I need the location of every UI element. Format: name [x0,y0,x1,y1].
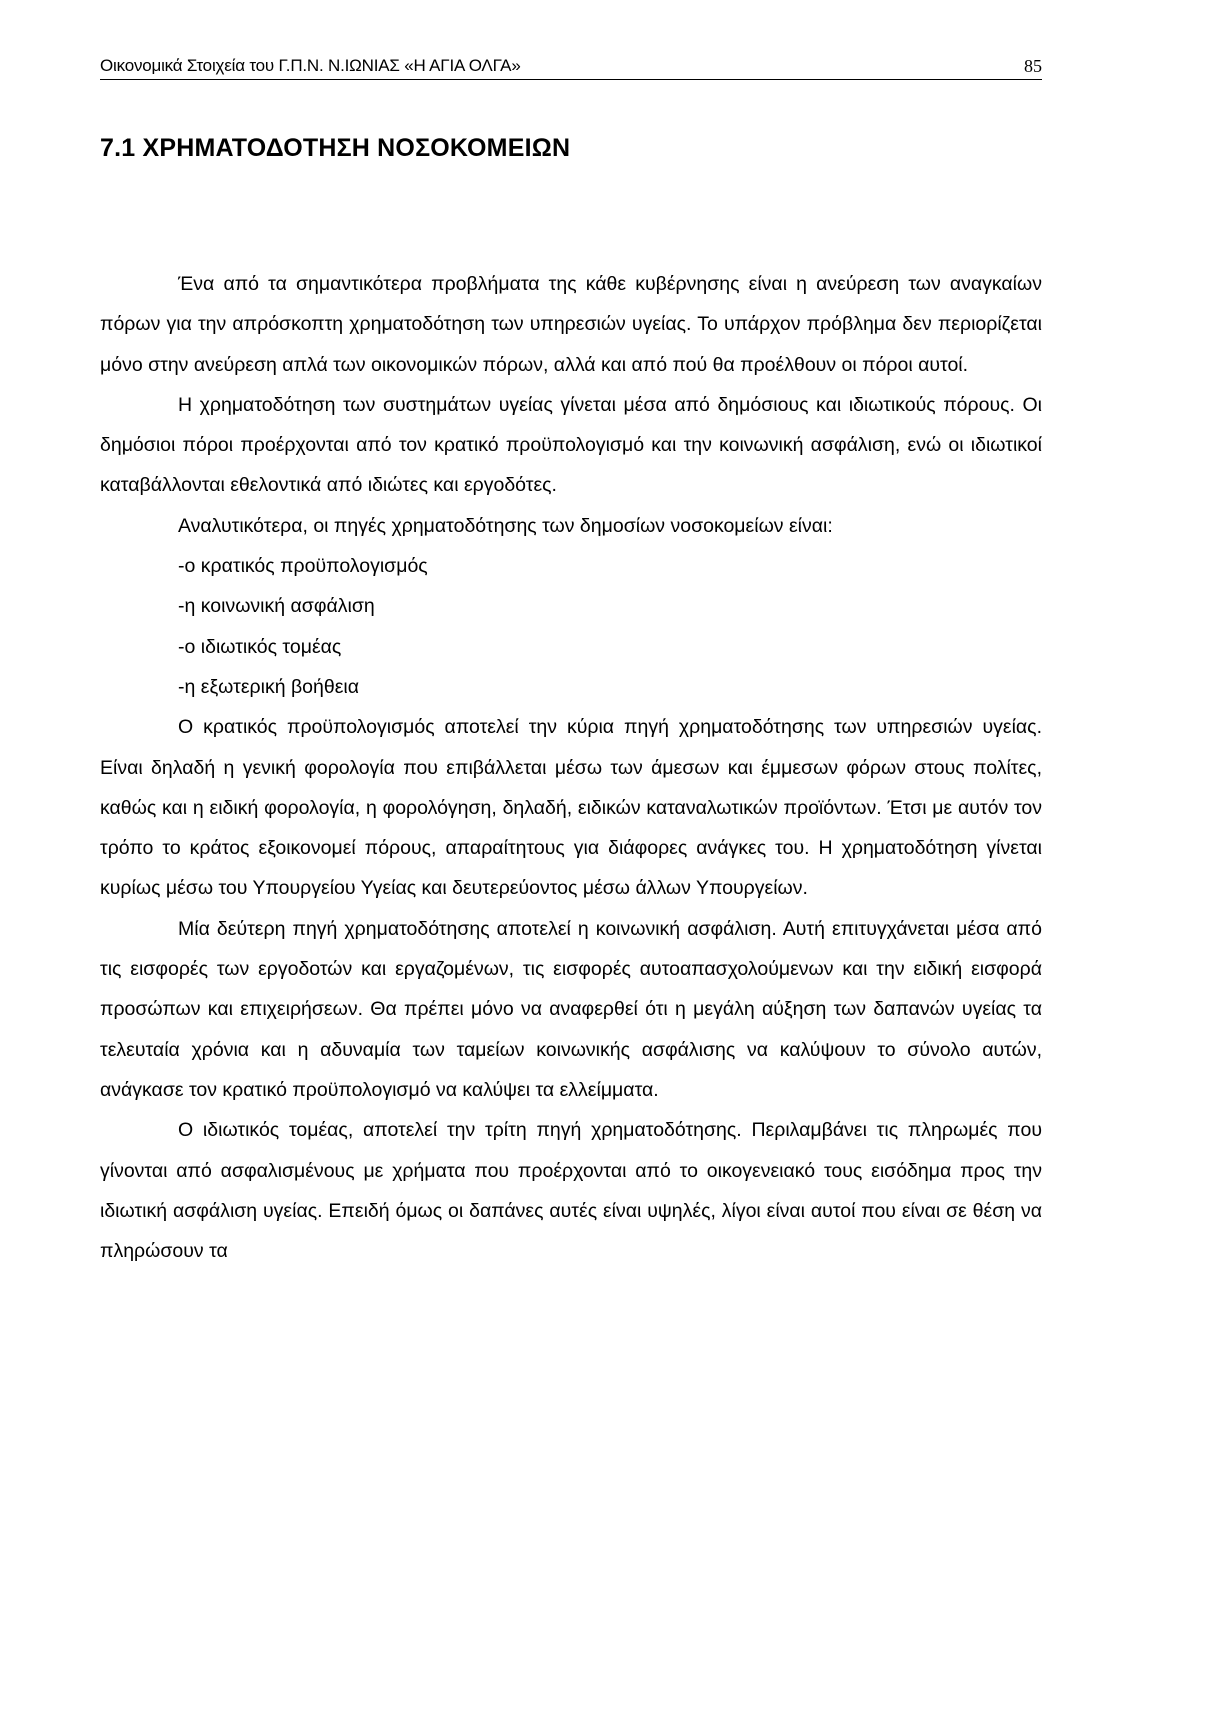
body-text [100,264,1042,1271]
list-item-social-insurance: -η κοινωνική ασφάλιση [178,595,375,618]
list-item-state-budget: -ο κρατικός προϋπολογισμός [178,555,428,578]
paragraph-intro: Ένα από τα σημαντικότερα προβλήματα της κάθε κυβέρνησης είναι η ανεύρεση των αναγκαίων πόρων για την απρόσκοπτη χρηματοδότηση των υπηρεσιών υγείας. Το υπάρχον πρόβλημα δεν περιορίζεται μόνο στην ανεύρεση απλά των οικονομικών πόρων, αλλά και από πού θα προέλθουν οι πόροι αυτοί. [100,273,1042,376]
paragraph-social-insurance: Μία δεύτερη πηγή χρηματοδότησης αποτελεί η κοινωνική ασφάλιση. Αυτή επιτυγχάνεται μέσα από τις εισφορές των εργοδοτών και εργαζομένων, τις εισφορές αυτοαπασχολούμενων και την ειδική εισφορά προσώπων και επιχειρήσεων. Θα πρέπει μόνο να αναφερθεί ότι η μεγάλη αύξηση των δαπανών υγείας τα τελευταία χρόνια και η αδυναμία των ταμείων κοινωνικής ασφάλισης να καλύψουν το σύνολο αυτών, ανάγκασε τον κρατικό προϋπολογισμό να καλύψει τα ελλείμματα. [100,917,1042,1101]
list-item-foreign-aid: -η εξωτερική βοήθεια [178,675,360,698]
paragraph-state-budget: Ο κρατικός προϋπολογισμός αποτελεί την κύρια πηγή χρηματοδότησης των υπηρεσιών υγείας. Είναι δηλαδή η γενική φορολογία που επιβάλλεται μέσω των άμεσων και έμμεσων φόρων στους πολίτες, καθώς και η ειδική φορολογία, η φορολόγηση, δηλαδή, ειδικών καταναλωτικών προϊόντων. Έτσι με αυτόν τον τρόπο το κράτος εξοικονομεί πόρους, απαραίτητους για διάφορες ανάγκες του. Η χρηματοδότηση γίνεται κυρίως μέσω του Υπουργείου Υγείας και δευτερεύοντος μέσω άλλων Υπουργείων. [100,716,1042,900]
paragraph-list-intro: Αναλυτικότερα, οι πηγές χρηματοδότησης των δημοσίων νοσοκομείων είναι: [178,514,833,537]
paragraph-private-sector: Ο ιδιωτικός τομέας, αποτελεί την τρίτη πηγή χρηματοδότησης. Περιλαμβάνει τις πληρωμές που γίνονται από ασφαλισμένους με χρήματα που προέρχονται από το οικογενειακό τους εισόδημα προς την ιδιωτική ασφάλιση υγείας. Επειδή όμως οι δαπάνες αυτές είναι υψηλές, λίγοι είναι αυτοί που είναι σε θέση να πληρώσουν τα [100,1119,1042,1263]
page-number: 85 [1024,56,1042,76]
running-header-title: Οικονομικά Στοιχεία του Γ.Π.Ν. Ν.ΙΩΝΙΑΣ «Η ΑΓΙΑ ΟΛΓΑ» [100,56,521,75]
paragraph-financing-sources: Η χρηματοδότηση των συστημάτων υγείας γίνεται μέσα από δημόσιους και ιδιωτικούς πόρους. Οι δημόσιοι πόροι προέρχονται από τον κρατικό προϋπολογισμό και την κοινωνική ασφάλιση, ενώ οι ιδιωτικοί καταβάλλονται εθελοντικά από ιδιώτες και εργοδότες. [100,393,1042,497]
section-heading: 7.1 ΧΡΗΜΑΤΟΔΟΤΗΣΗ ΝΟΣΟΚΟΜΕΙΩΝ [100,134,571,162]
list-item-private-sector: -ο ιδιωτικός τομέας [178,635,342,658]
running-header [100,57,1042,80]
